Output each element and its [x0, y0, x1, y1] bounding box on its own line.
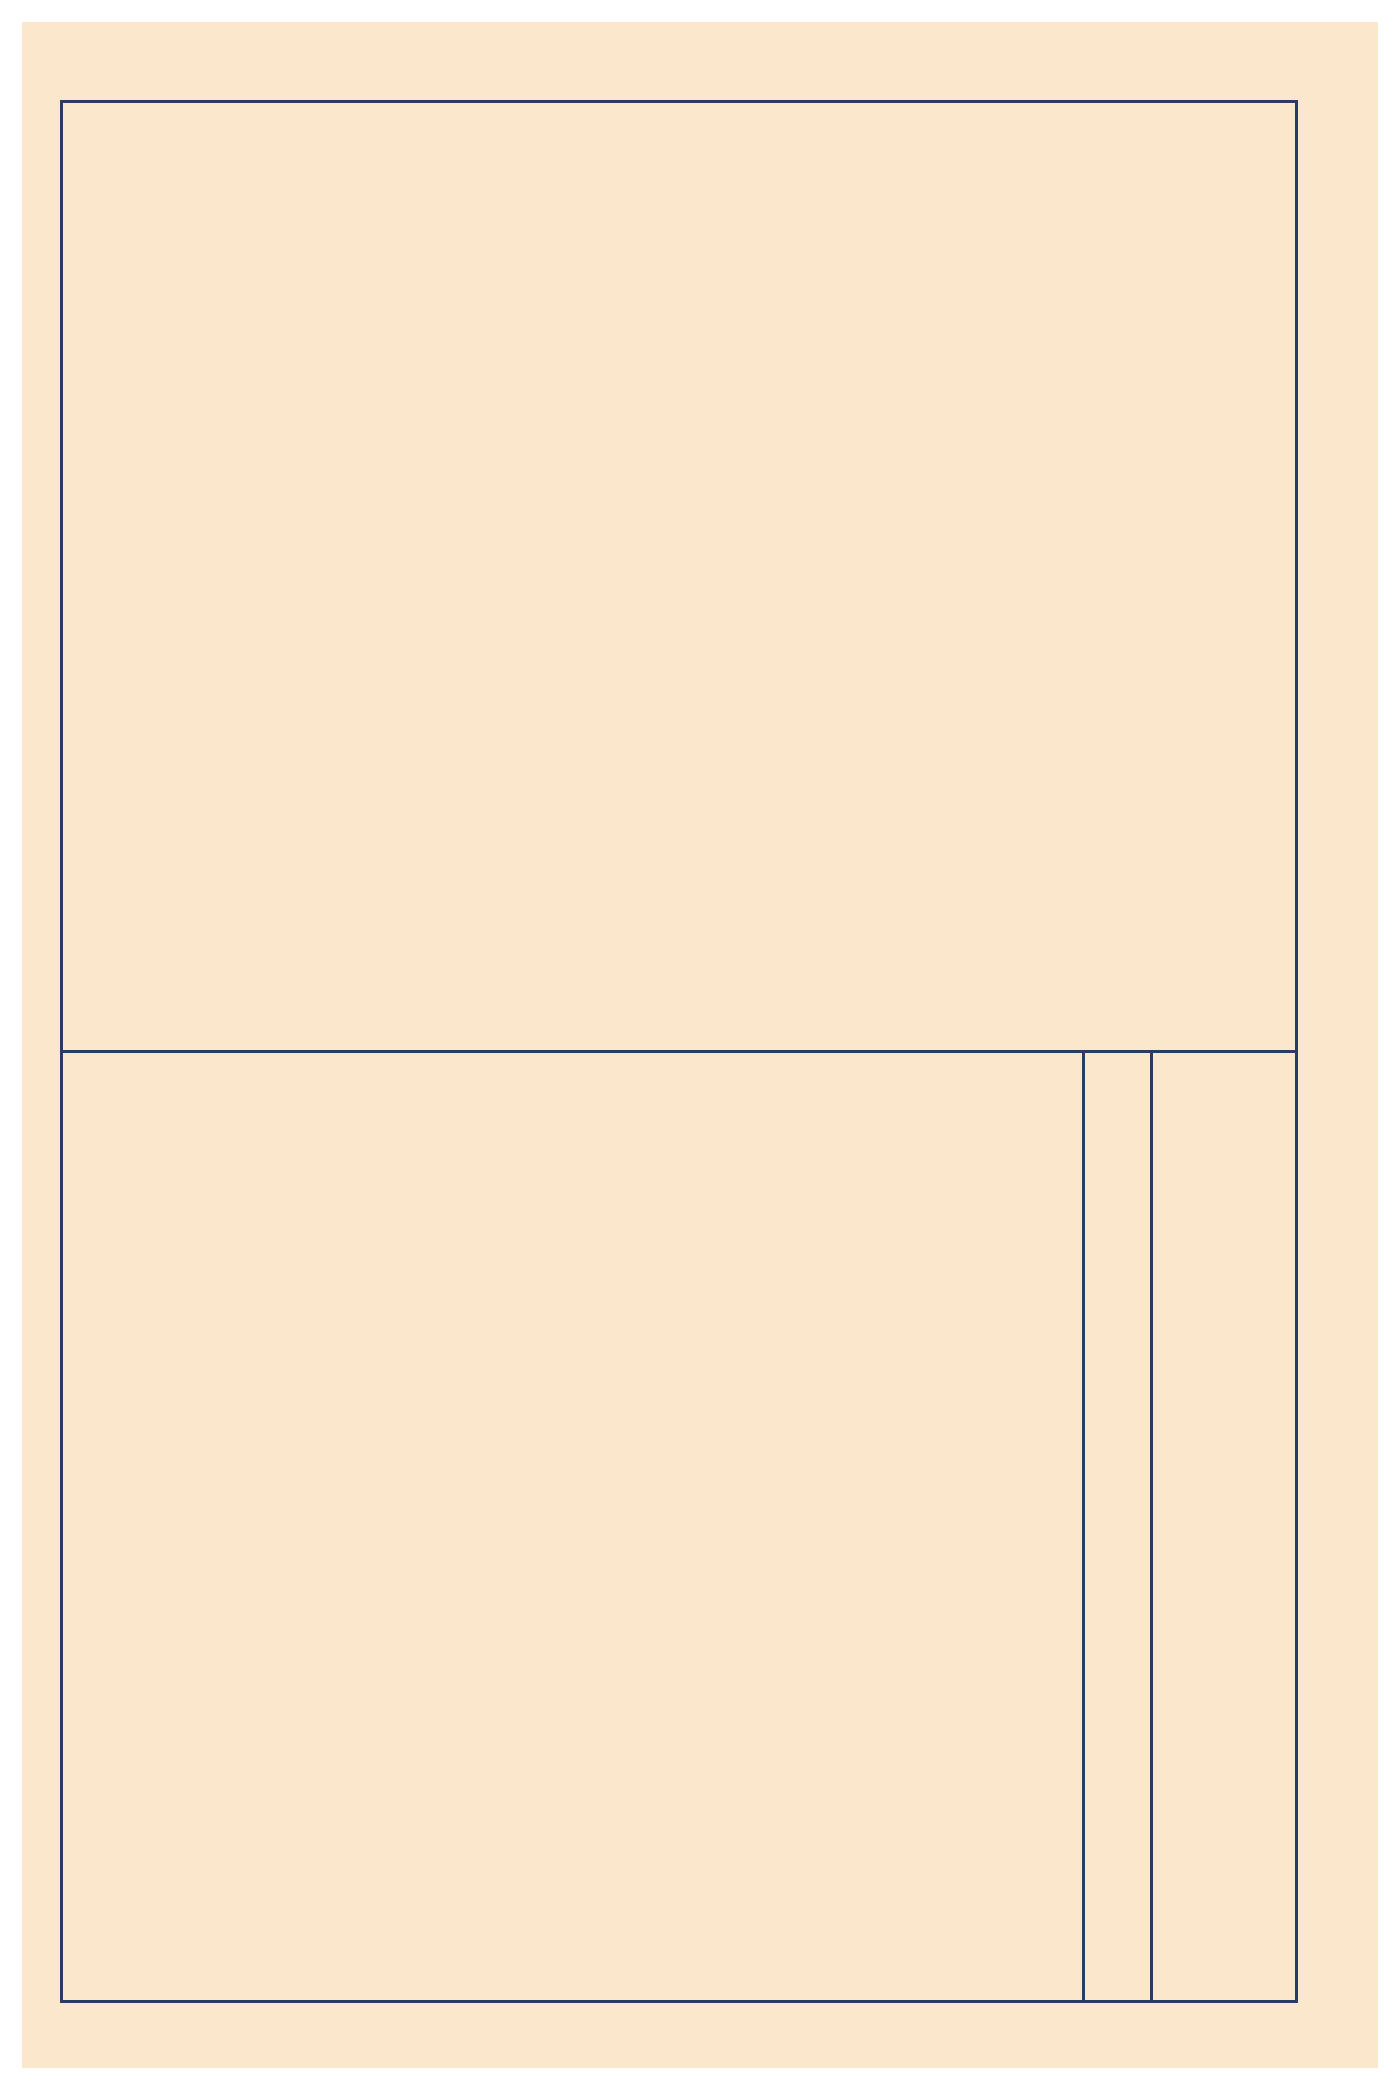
- header-divider-right: [1150, 1050, 1153, 2003]
- header-divider-left: [1082, 1050, 1085, 2003]
- section-divider: [60, 1050, 1298, 1053]
